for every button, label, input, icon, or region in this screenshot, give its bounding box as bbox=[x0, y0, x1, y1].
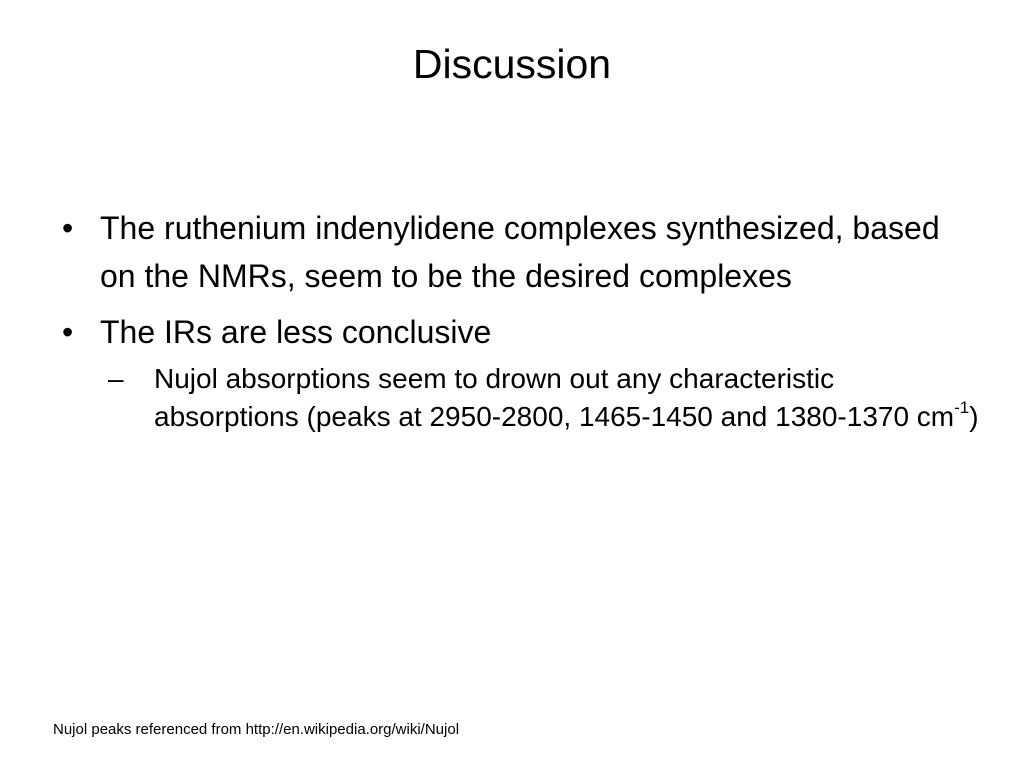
footnote: Nujol peaks referenced from http://en.wikipedia.org/wiki/Nujol bbox=[53, 721, 460, 738]
sub-bullet-marker: – bbox=[108, 363, 124, 394]
unit-superscript: -1 bbox=[954, 397, 970, 417]
sub-bullet-text: Nujol absorptions seem to drown out any characteristic absorptions (peaks at 2950-2800, 1465-1450 and 1380-1370 cm bbox=[154, 363, 955, 432]
slide-title: Discussion bbox=[412, 41, 612, 87]
bullet-item bbox=[62, 308, 982, 436]
sub-bullet-text-end: ) bbox=[969, 401, 979, 432]
sub-bullet-item bbox=[108, 360, 982, 436]
bullet-marker: • bbox=[62, 210, 74, 246]
bullet-list bbox=[62, 204, 982, 444]
bullet-marker: • bbox=[62, 314, 74, 350]
bullet-text: The IRs are less conclusive bbox=[100, 314, 492, 350]
bullet-text: The ruthenium indenylidene complexes synthesized, based on the NMRs, seem to be the desired complexes bbox=[100, 210, 940, 294]
sub-bullet-list bbox=[100, 360, 982, 436]
bullet-item bbox=[62, 204, 982, 300]
